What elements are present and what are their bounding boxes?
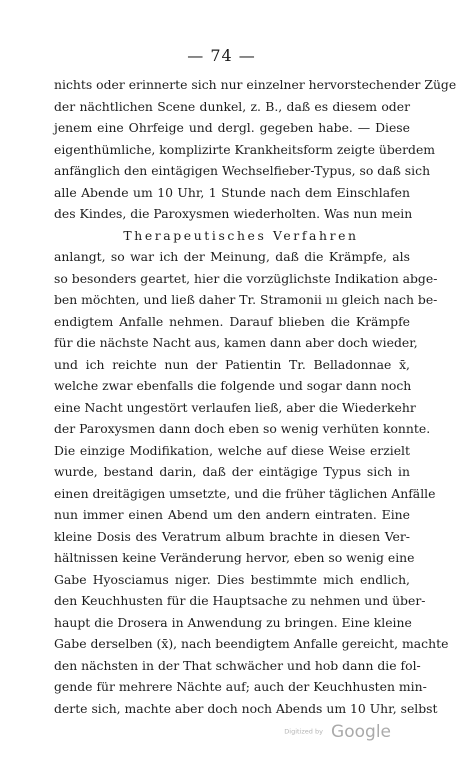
text-line: nun immer einen Abend um den andern eintraten. Eine — [54, 507, 410, 522]
text-line: ben möchten, und ließ daher Tr. Stramonii ııı gleich nach be- — [54, 292, 438, 307]
text-line: des Kindes, die Paroxysmen wiederholten. Was nun mein — [54, 206, 413, 221]
text-line: und ich reichte nun der Patientin Tr. Belladonnae x̄, — [54, 356, 410, 372]
text-line: kleine Dosis des Veratrum album brachte in diesen Ver- — [54, 528, 410, 544]
body-text — [54, 74, 456, 719]
text-line: den nächsten in der That schwächer und hob dann die fol- — [54, 657, 421, 673]
section-heading: Therapeutisches Verfahren — [123, 227, 359, 243]
text-line: für die nächste Nacht aus, kamen dann aber doch wieder, — [54, 335, 418, 350]
text-line: Die einzige Modifikation, welche auf diese Weise erzielt — [54, 442, 410, 458]
text-line: endigtem Anfalle nehmen. Darauf blieben die Krämpfe — [54, 313, 410, 329]
text-line: welche zwar ebenfalls die folgende und sogar dann noch — [54, 378, 412, 393]
text-line: der nächtlichen Scene dunkel, z. B., daß es diesem oder — [54, 98, 410, 114]
text-line: eine Nacht ungestört verlaufen ließ, aber die Wiederkehr — [54, 399, 416, 415]
digitized-watermark — [284, 721, 391, 742]
text-line: so besonders geartet, hier die vorzüglichste Indikation abge- — [54, 270, 438, 286]
google-logo: Google — [331, 721, 391, 742]
page-number: — 74 — — [187, 46, 256, 65]
text-line: anlangt, so war ich der Meinung, daß die Krämpfe, als — [54, 249, 410, 264]
text-line: gende für mehrere Nächte auf; auch der Keuchhusten min- — [54, 679, 427, 694]
text-line: anfänglich den eintägigen Wechselfieber-Typus, so daß sich — [54, 163, 431, 178]
text-line: hältnissen keine Veränderung hervor, eben so wenig eine — [54, 550, 415, 565]
text-line: alle Abende um 10 Uhr, 1 Stunde nach dem Einschlafen — [54, 184, 410, 200]
text-line: jenem eine Ohrfeige und dergl. gegeben habe. — Diese — [54, 120, 410, 135]
text-line: eigenthümliche, komplizirte Krankheitsform zeigte überdem — [54, 141, 436, 157]
text-line: haupt die Drosera in Anwendung zu bringen. Eine kleine — [54, 614, 412, 630]
text-line: der Paroxysmen dann doch eben so wenig verhüten konnte. — [54, 421, 431, 436]
text-line: Gabe Hyosciamus niger. Dies bestimmte mich endlich, — [54, 571, 410, 587]
digitized-label: Digitized by — [284, 727, 323, 736]
text-line: den Keuchhusten für die Hauptsache zu nehmen und über- — [54, 593, 426, 608]
text-line: nichts oder erinnerte sich nur einzelner hervorstechender Züge — [54, 77, 456, 92]
text-line: wurde, bestand darin, daß der eintägige Typus sich in — [54, 464, 410, 479]
text-line: derte sich, machte aber doch noch Abends um 10 Uhr, selbst — [54, 700, 438, 716]
text-line: einen dreitägigen umsetzte, und die früher täglichen Anfälle — [54, 485, 436, 501]
text-line: Gabe derselben (x̄), nach beendigtem Anfalle gereicht, machte — [54, 636, 449, 651]
